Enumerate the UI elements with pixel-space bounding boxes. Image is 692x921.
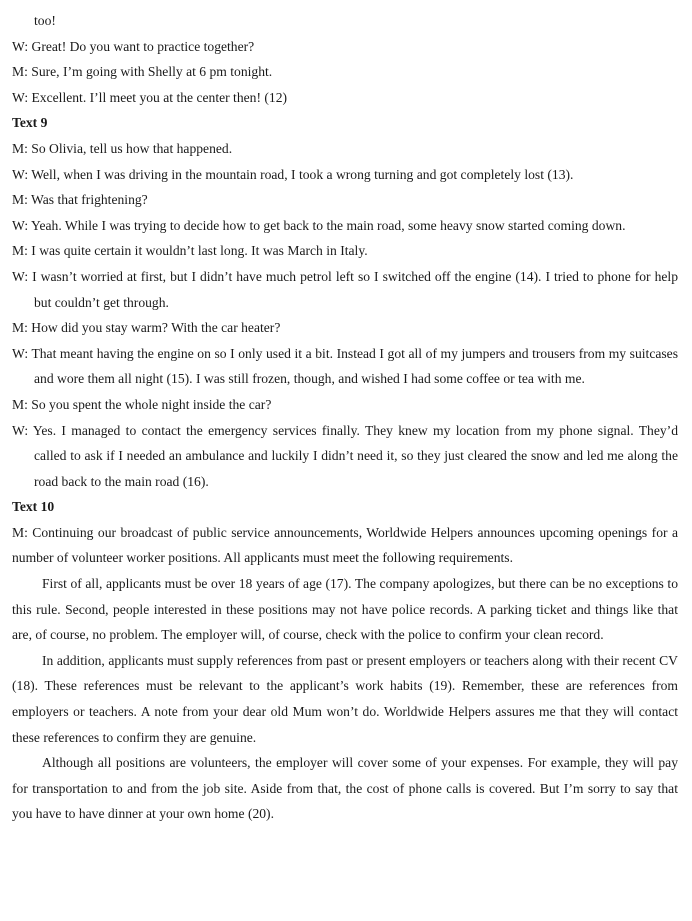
- dialogue-line: M: So you spent the whole night inside the car?: [12, 396, 272, 412]
- announcement-paragraph: M: Continuing our broadcast of public service announcements, Worldwide Helpers announces upcoming openings for a number of volunteer worker positions. All applicants must meet the following requirements.: [12, 524, 678, 566]
- announcement-paragraph: Although all positions are volunteers, the employer will cover some of your expenses. For example, they will pay for transportation to and from the job site. Aside from that, the cost of phone calls is covered. But I’m sorry to say that you have to have dinner at your own home (20).: [12, 755, 678, 822]
- section-heading-text-10: Text 10: [12, 499, 55, 515]
- announcement-paragraph: First of all, applicants must be over 18 years of age (17). The company apologizes, but there can be no exceptions to this rule. Second, people interested in these positions may not have police records. A parking ticket and things like that are, of course, no problem. The employer will, of course, check with the police to confirm your clean record.: [12, 576, 678, 643]
- announcement-paragraph: In addition, applicants must supply references from past or present employers or teachers along with their recent CV (18). These references must be relevant to the applicant’s work habits (19). Remember, these are references from employers or teachers. A note from your dear old Mum won’t do. Worldwide Helpers assures me that they will contact these references to confirm they are genuine.: [12, 652, 678, 745]
- dialogue-line: M: I was quite certain it wouldn’t last long. It was March in Italy.: [12, 243, 368, 259]
- dialogue-line: W: Yes. I managed to contact the emergency services finally. They knew my location from my phone signal. They’d called to ask if I needed an ambulance and luckily I didn’t need it, so they just cleared the snow and led me along the road back to the main road (16).: [12, 422, 678, 489]
- dialogue-line: M: How did you stay warm? With the car heater?: [12, 320, 281, 336]
- dialogue-line: W: Great! Do you want to practice together?: [12, 38, 255, 54]
- section-heading-text-9: Text 9: [12, 115, 48, 131]
- dialogue-line: too!: [34, 13, 56, 28]
- dialogue-line: W: That meant having the engine on so I only used it a bit. Instead I got all of my jumpers and trousers from my suitcases and wore them all night (15). I was still frozen, though, and wished I had some coffee or tea with me.: [12, 345, 678, 387]
- dialogue-line: W: Excellent. I’ll meet you at the center then! (12): [12, 89, 288, 105]
- dialogue-line: W: Well, when I was driving in the mountain road, I took a wrong turning and got completely lost (13).: [12, 166, 574, 182]
- dialogue-line: M: So Olivia, tell us how that happened.: [12, 140, 233, 156]
- dialogue-line: M: Was that frightening?: [12, 192, 148, 208]
- dialogue-line: W: I wasn’t worried at first, but I didn’t have much petrol left so I switched off the engine (14). I tried to phone for help but couldn’t get through.: [12, 268, 678, 310]
- dialogue-line: W: Yeah. While I was trying to decide how to get back to the main road, some heavy snow started coming down.: [12, 217, 626, 233]
- dialogue-line: M: Sure, I’m going with Shelly at 6 pm tonight.: [12, 64, 273, 80]
